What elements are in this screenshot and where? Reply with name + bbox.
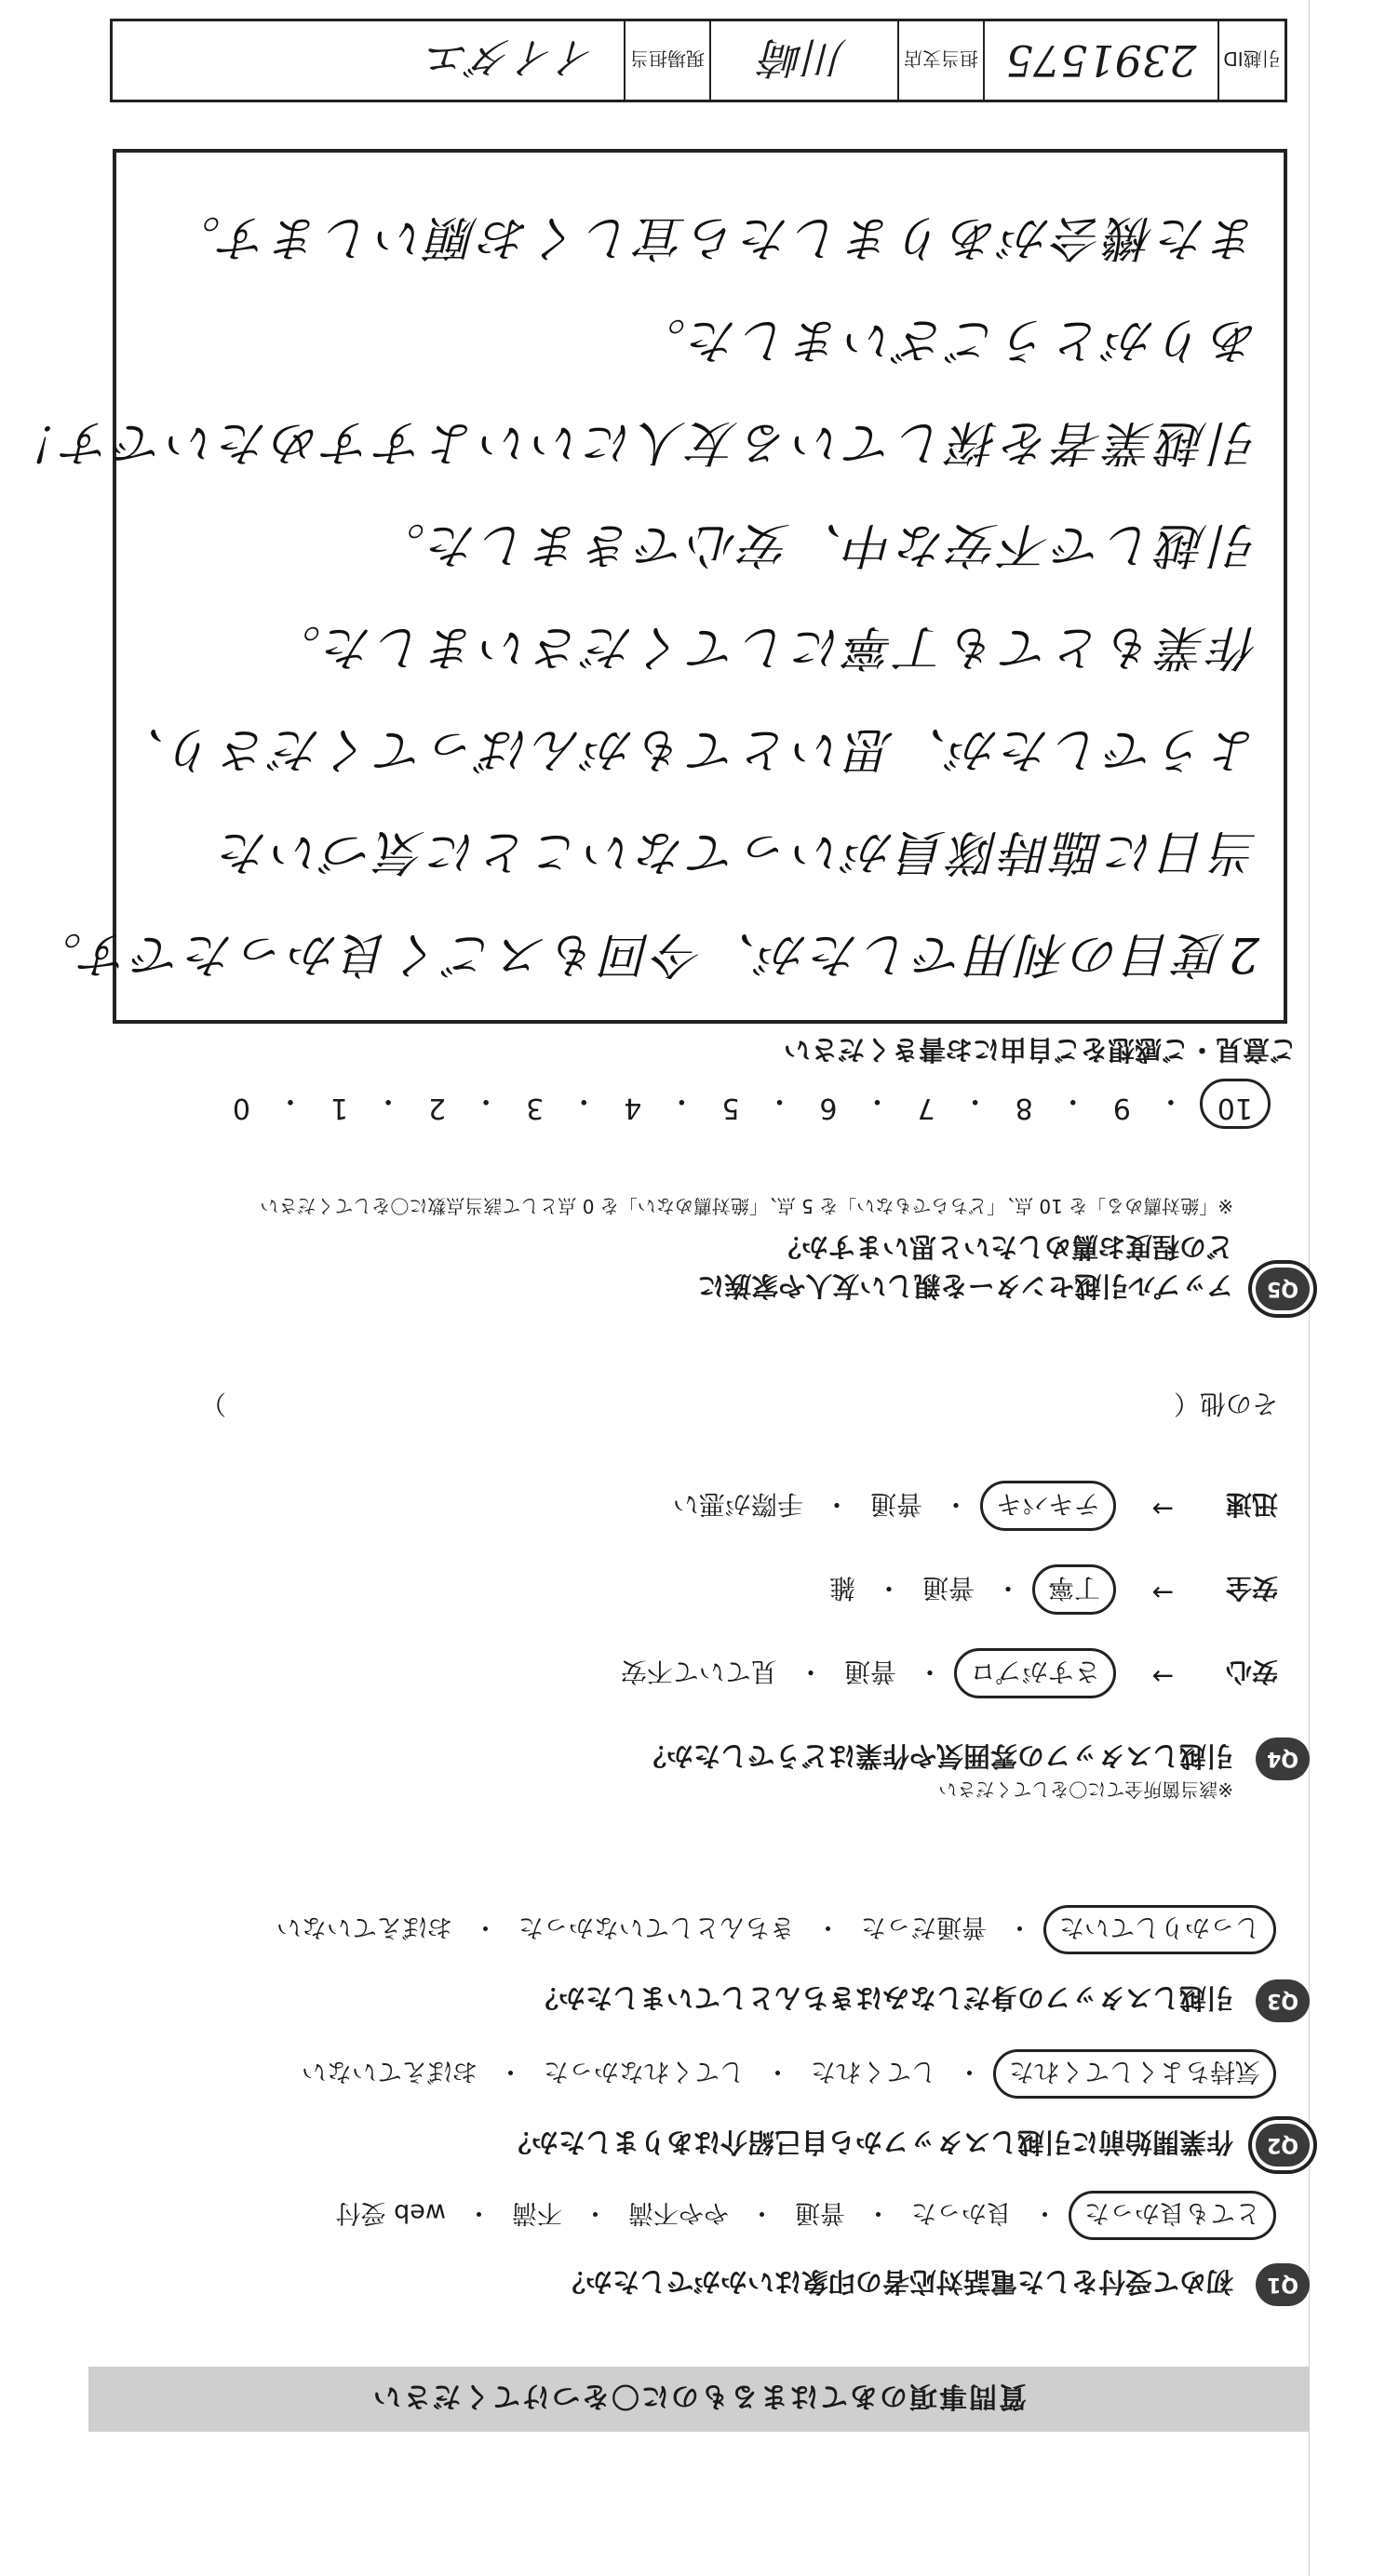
separator: ・ xyxy=(942,1489,969,1520)
q1-options xyxy=(336,2197,1267,2234)
q4-option[interactable]: 雑 xyxy=(828,1573,855,1603)
id-value: 2391575 xyxy=(983,21,1217,100)
q5-score[interactable]: 1 xyxy=(330,1092,349,1124)
q5-score[interactable]: 5 xyxy=(721,1092,740,1124)
leader-value: イイダエ xyxy=(427,33,597,83)
q1-option[interactable]: 普通 xyxy=(795,2198,845,2227)
q2-option[interactable]: してくれなかった xyxy=(544,2057,745,2086)
separator: ・ xyxy=(498,2057,523,2086)
q4-row-label: 安心 xyxy=(1225,1657,1278,1687)
q5-text-line1: アップル引越センターを親しい友人や家族に xyxy=(697,1270,1233,1302)
q2-option[interactable]: おぼえていない xyxy=(302,2057,478,2086)
q5-note: ※「絶対薦める」を 10 点、「どちらでもない」を 5 点、「絶対薦めない」を 0 点として該当点数に〇をしてください xyxy=(260,1195,1233,1217)
separator: ・ xyxy=(374,1084,403,1117)
separator: ・ xyxy=(823,1489,850,1520)
separator: ・ xyxy=(276,1084,304,1117)
separator: ・ xyxy=(765,2057,790,2086)
instruction-banner-text: 質問事項のあてはまるものに〇をつけてください xyxy=(371,2380,1027,2412)
separator: ・ xyxy=(583,2198,608,2227)
separator: ・ xyxy=(466,2198,491,2227)
id-label: 引越ID xyxy=(1217,21,1285,100)
arrow-right-icon: → xyxy=(1151,1661,1174,1692)
handwritten-line: ありがとうございました。 xyxy=(633,312,1259,368)
q1-option-selected[interactable]: とても良かった xyxy=(1069,2191,1276,2240)
q4-option[interactable]: 普通 xyxy=(869,1489,922,1520)
q5-score[interactable]: 4 xyxy=(624,1092,642,1124)
q4-row-label: 迅速 xyxy=(1225,1489,1278,1520)
handwritten-line: 引越業者を探している友人にいいよすすめたいです！ xyxy=(7,414,1259,470)
instruction-banner xyxy=(88,2367,1310,2432)
separator: ・ xyxy=(866,2198,891,2227)
q2-option-selected[interactable]: 気持ちよくしてくれた xyxy=(993,2049,1276,2099)
branch-label: 担当支店 xyxy=(897,21,983,100)
leader-label: 現場担当 xyxy=(624,21,709,100)
q5-scale xyxy=(233,1083,1259,1124)
q5-score[interactable]: 0 xyxy=(232,1092,250,1124)
id-bar xyxy=(110,19,1287,102)
q2-option[interactable]: してくれた xyxy=(811,2057,936,2086)
separator: ・ xyxy=(473,1912,498,1941)
q4-other-close: ） xyxy=(200,1389,227,1419)
q3-options xyxy=(276,1912,1267,1948)
q4-note: ※該当箇所全てに〇をしてください xyxy=(938,1778,1233,1801)
q1-text: 初めて受付をした電話対応者の印象はいかがでしたか？ xyxy=(558,2266,1233,2298)
branch-value: 川崎 xyxy=(709,21,897,100)
q5-score[interactable]: 3 xyxy=(526,1092,545,1124)
q1-badge: Q1 xyxy=(1256,2263,1310,2306)
q3-option-selected[interactable]: しっかりしていた xyxy=(1043,1905,1276,1954)
q5-score-selected[interactable]: 10 xyxy=(1200,1079,1271,1129)
separator: ・ xyxy=(961,1084,989,1117)
q4-option[interactable]: 普通 xyxy=(921,1573,975,1603)
q1-option[interactable]: web 受付 xyxy=(335,2198,446,2227)
q3-option[interactable]: きちんとしていなかった xyxy=(518,1912,795,1941)
comments-box[interactable] xyxy=(113,149,1287,1024)
separator: ・ xyxy=(765,1084,794,1117)
q4-badge: Q4 xyxy=(1256,1737,1310,1780)
q2-text: 作業開始前に引越しスタッフから自己紹介はありましたか？ xyxy=(504,2127,1233,2158)
separator: ・ xyxy=(749,2198,774,2227)
separator: ・ xyxy=(916,1657,943,1687)
q3-option[interactable]: 普通だった xyxy=(861,1912,987,1941)
q5-text-line2: どの程度お薦めしたいと思いますか？ xyxy=(773,1231,1233,1263)
q4-row xyxy=(673,1487,1278,1524)
q4-row xyxy=(829,1571,1278,1608)
separator: ・ xyxy=(957,2057,982,2086)
handwritten-line: また機会がありましたら宜しくお願いします。 xyxy=(168,209,1259,265)
separator: ・ xyxy=(863,1084,892,1117)
q3-badge: Q3 xyxy=(1256,1979,1310,2022)
q4-option[interactable]: 手際が悪い xyxy=(672,1489,803,1520)
q4-option[interactable]: 普通 xyxy=(843,1657,896,1687)
q1-option[interactable]: 良かった xyxy=(911,2198,1012,2227)
separator: ・ xyxy=(472,1084,501,1117)
handwritten-line: 2度目の利用でしたが、今回もスごく良かったです。 xyxy=(30,926,1259,982)
separator: ・ xyxy=(1007,1912,1032,1941)
q5-badge: Q5 xyxy=(1256,1268,1310,1310)
q4-other xyxy=(200,1387,1278,1424)
q5-score[interactable]: 7 xyxy=(917,1092,935,1124)
separator: ・ xyxy=(797,1657,824,1687)
handwritten-line: 引越しで不安な中、安心できました。 xyxy=(372,517,1259,572)
q4-option-selected[interactable]: さすがプロ xyxy=(954,1648,1116,1698)
separator: ・ xyxy=(815,1912,841,1941)
arrow-right-icon: → xyxy=(1151,1577,1174,1608)
q5-score[interactable]: 8 xyxy=(1015,1092,1033,1124)
comments-heading: ご意見・ご感想をご自由にお書きください xyxy=(783,1034,1297,1066)
arrow-right-icon: → xyxy=(1151,1494,1174,1524)
handwritten-line: 作業もとても丁寧にしてくださいました。 xyxy=(268,619,1259,675)
separator: ・ xyxy=(570,1084,599,1117)
q5-score[interactable]: 9 xyxy=(1112,1092,1131,1124)
q4-other-label: その他（ xyxy=(1173,1389,1278,1419)
q4-option-selected[interactable]: テキパキ xyxy=(980,1481,1116,1531)
q5-score[interactable]: 6 xyxy=(819,1092,838,1124)
q2-options xyxy=(302,2056,1267,2092)
q4-text: 引越しスタッフの雰囲気や作業はどうでしたか？ xyxy=(639,1740,1233,1772)
separator: ・ xyxy=(667,1084,696,1117)
separator: ・ xyxy=(1032,2198,1057,2227)
q4-option-selected[interactable]: 丁寧 xyxy=(1032,1564,1116,1615)
q1-option[interactable]: 不満 xyxy=(512,2198,562,2227)
handwritten-line: ようでしたが、思いとてもがんばってくださり、 xyxy=(112,721,1259,777)
q2-badge: Q2 xyxy=(1256,2124,1310,2167)
separator: ・ xyxy=(1058,1084,1087,1117)
q3-option[interactable]: おぼえていない xyxy=(276,1912,452,1941)
q1-option[interactable]: やや不満 xyxy=(628,2198,729,2227)
q4-option[interactable]: 見ていて不安 xyxy=(620,1657,777,1687)
q4-row xyxy=(621,1655,1278,1692)
separator: ・ xyxy=(875,1573,902,1603)
q5-score[interactable]: 2 xyxy=(428,1092,447,1124)
separator: ・ xyxy=(1156,1084,1185,1117)
q4-row-label: 安全 xyxy=(1225,1573,1278,1603)
separator: ・ xyxy=(994,1573,1021,1603)
handwritten-line: 当日に臨時隊員がいってないことに気づいた xyxy=(216,824,1259,879)
q3-text: 引越しスタッフの身だしなみはきちんとしていましたか？ xyxy=(531,1982,1233,2014)
